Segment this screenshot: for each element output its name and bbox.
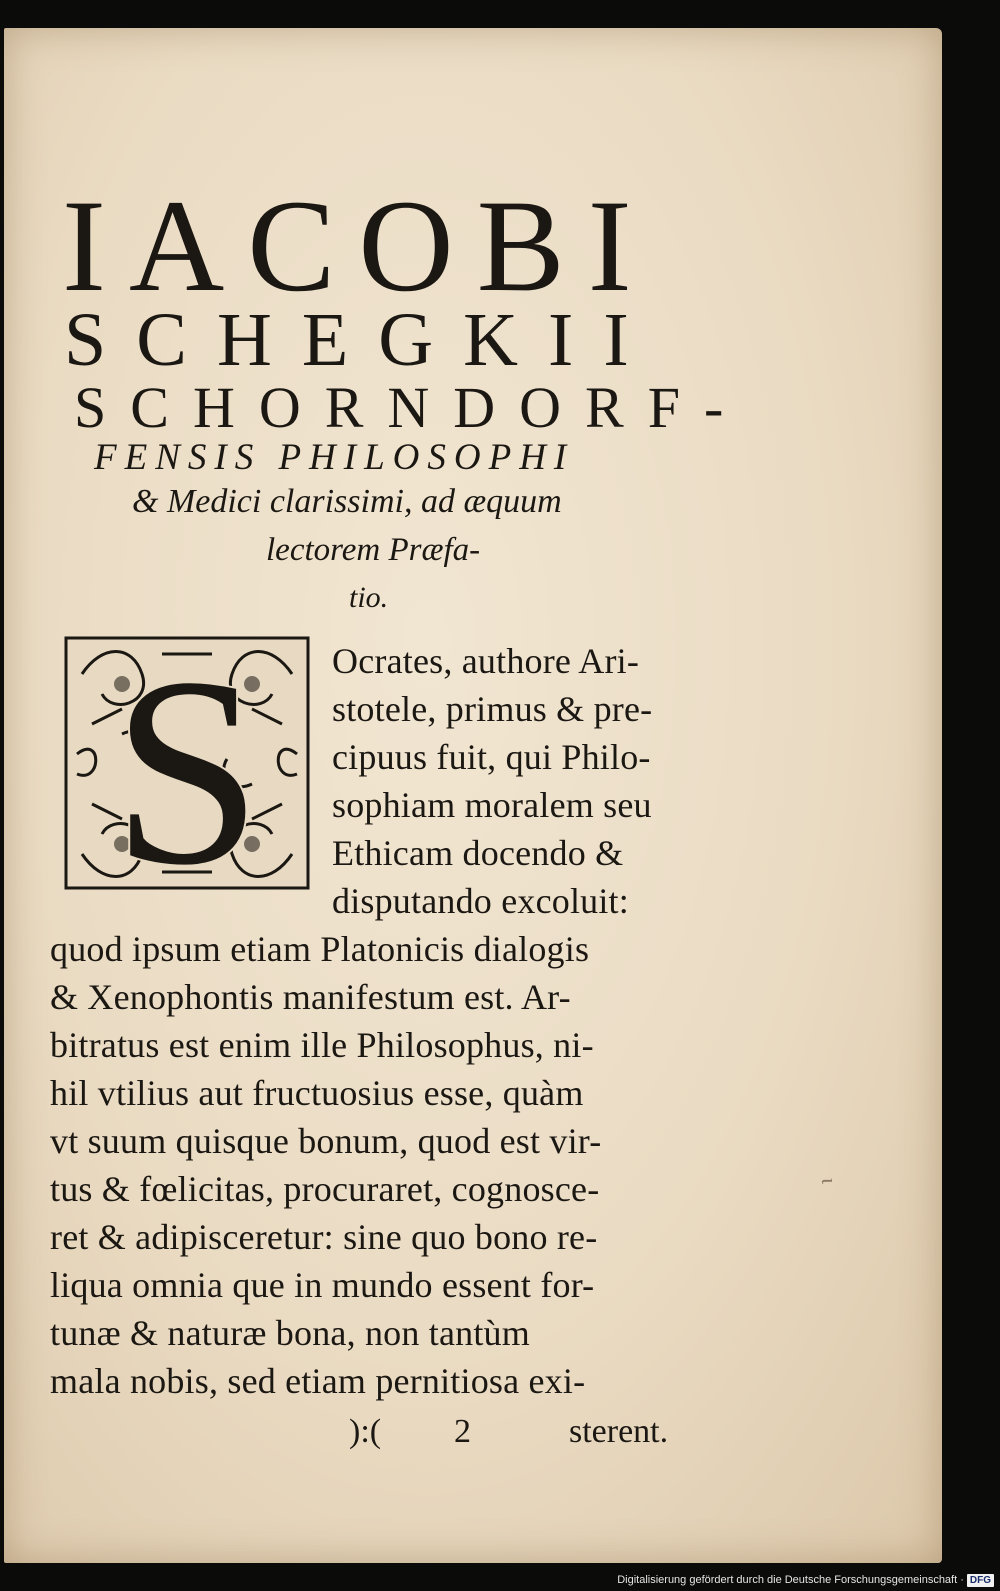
body-line: bitratus est enim ille Philosophus, ni-: [50, 1025, 594, 1065]
title-line-6: lectorem Præfa-: [266, 532, 481, 568]
title-line-5: & Medici clarissimi, ad æquum: [132, 483, 562, 520]
body-line: disputando excoluit:: [332, 881, 629, 921]
body-line: vt suum quisque bonum, quod est vir-: [50, 1121, 602, 1161]
title-line-7: tio.: [349, 581, 389, 614]
body-line: tus & fœlicitas, procuraret, cognosce-: [50, 1169, 600, 1209]
margin-pencil-note: ι: [816, 1178, 842, 1184]
body-line: tunæ & naturæ bona, non tantùm: [50, 1313, 530, 1353]
body-line: cipuus fuit, qui Philo-: [332, 737, 651, 777]
initial-letter: S: [111, 634, 263, 892]
page-text: [4, 28, 942, 1563]
body-line: mala nobis, sed etiam pernitiosa exi-: [50, 1361, 586, 1401]
catchword: sterent.: [569, 1413, 669, 1450]
digitization-credit-text: Digitalisierung gefördert durch die Deutsche Forschungsgemeinschaft ·: [617, 1574, 964, 1586]
ornamental-initial-s: [62, 634, 312, 892]
body-line: sophiam moralem seu: [332, 785, 652, 825]
digitization-credit: [600, 1572, 994, 1588]
book-page: [4, 28, 942, 1563]
body-line: liqua omnia que in mundo essent for-: [50, 1265, 595, 1305]
dfg-logo: DFG: [967, 1574, 994, 1587]
signature-mark: ):(: [349, 1413, 382, 1450]
body-line: quod ipsum etiam Platonicis dialogis: [50, 929, 590, 969]
signature-number: 2: [454, 1413, 471, 1450]
title-line-4: FENSIS PHILOSOPHI: [94, 437, 575, 478]
body-line: & Xenophontis manifestum est. Ar-: [50, 977, 571, 1017]
body-line: Ethicam docendo &: [332, 833, 624, 873]
body-line: ret & adipisceretur: sine quo bono re-: [50, 1217, 598, 1257]
body-line: Ocrates, authore Ari-: [332, 641, 640, 681]
body-line: stotele, primus & pre-: [332, 689, 653, 729]
body-line: hil vtilius aut fructuosius esse, quàm: [50, 1073, 584, 1113]
title-line-3: SCHORNDORF-: [74, 375, 748, 440]
title-line-1: IACOBI: [62, 172, 655, 319]
title-line-2: SCHEGKII: [64, 298, 659, 382]
